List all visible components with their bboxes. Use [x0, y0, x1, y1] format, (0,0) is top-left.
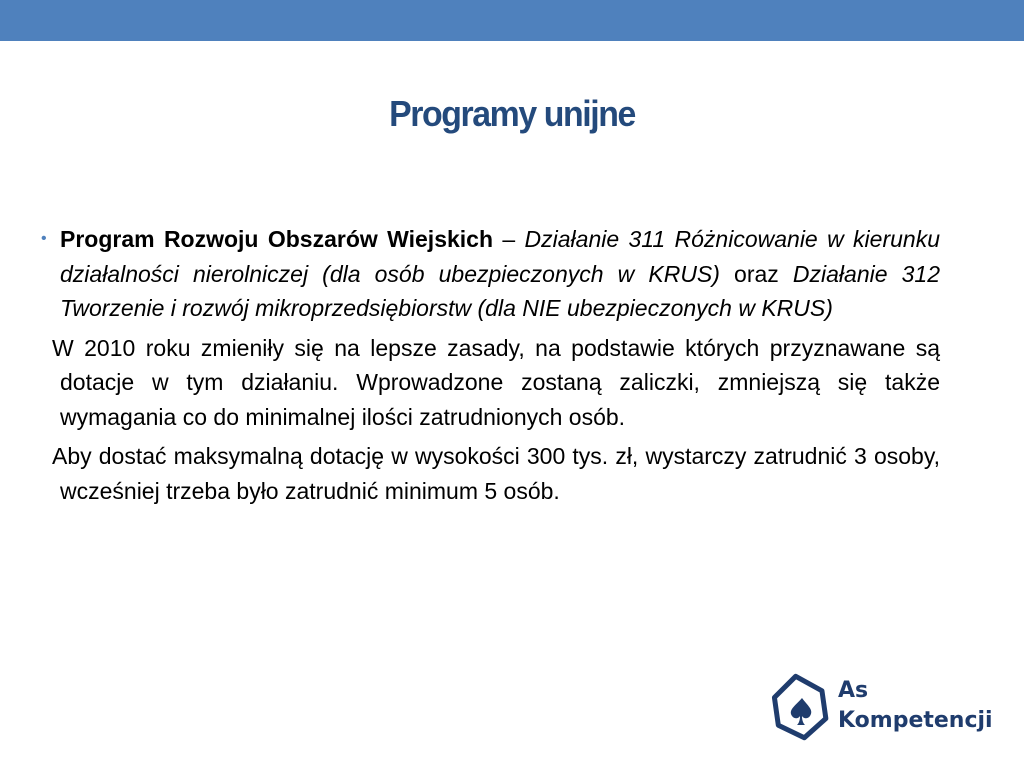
bullet-icon: •	[41, 230, 47, 247]
dash-text: –	[493, 226, 525, 252]
bullet-paragraph	[41, 222, 940, 326]
paragraph-rules-2010: W 2010 roku zmieniły się na lepsze zasady, na podstawie których przyznawane są dotacje w tym działaniu. Wprowadzone zostaną zaliczki, zmniejszą się także wymagania co do minimalnej ilości zatrudnionych osób.	[52, 334, 940, 430]
logo-text	[838, 676, 993, 736]
program-name: Program Rozwoju Obszarów Wiejskich	[60, 226, 494, 252]
slide-title: Programy unijne	[389, 93, 635, 134]
paragraph-max-grant: Aby dostać maksymalną dotację w wysokości 300 tys. zł, wystarczy zatrudnić 3 osoby, wcześniej trzeba było zatrudnić minimum 5 osób.	[52, 443, 940, 504]
conjunction-text: oraz	[719, 260, 793, 287]
slide-content	[41, 222, 940, 508]
logo-line1: As	[838, 678, 869, 703]
ace-spade-logo-icon	[768, 672, 832, 742]
logo-line2: Kompetencji	[838, 708, 993, 733]
as-kompetencji-logo	[768, 672, 998, 742]
top-accent-bar	[0, 0, 1024, 41]
measure-311: Działanie 311 Różnicowanie w kierunku działalności nierolniczej (dla osób ubezpieczonych w KRUS)	[60, 226, 940, 287]
measure-312: Działanie 312 Tworzenie i rozwój mikroprzedsiębiorstw (dla NIE ubezpieczonych w KRUS)	[60, 260, 940, 321]
